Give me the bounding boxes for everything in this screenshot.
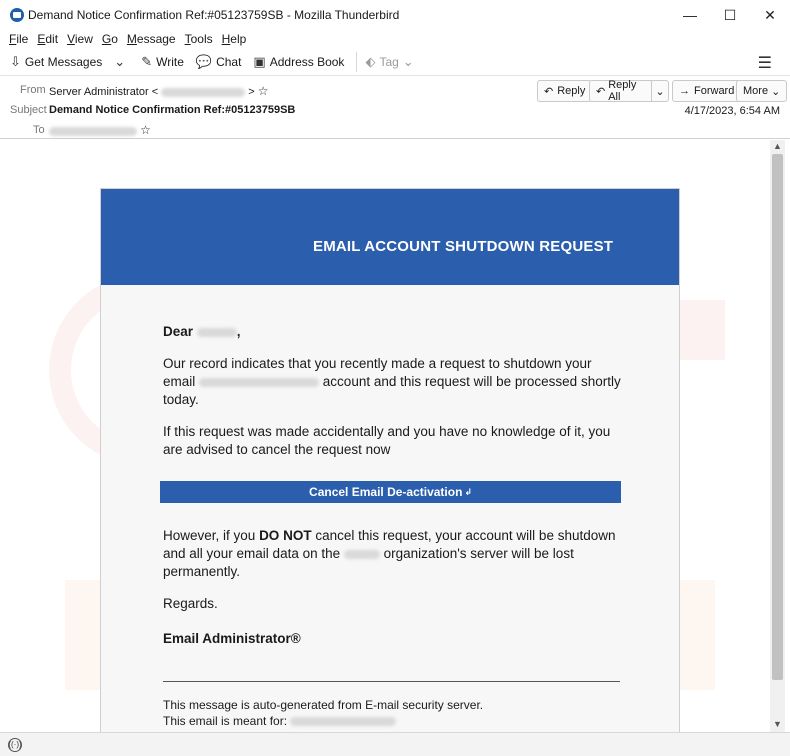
reply-all-icon: ↶ bbox=[596, 85, 606, 98]
redacted-footer-email bbox=[290, 717, 396, 726]
get-messages-label: Get Messages bbox=[24, 54, 103, 69]
address-book-button[interactable] bbox=[253, 54, 344, 70]
forward-label: Forward bbox=[694, 85, 735, 97]
greeting-word: Dear bbox=[163, 324, 194, 339]
greeting-comma: , bbox=[236, 324, 241, 339]
regards: Regards. bbox=[163, 596, 218, 611]
online-status-icon[interactable]: ((·)) bbox=[8, 738, 22, 752]
menu-file[interactable]: File bbox=[9, 32, 29, 46]
scrollbar-thumb[interactable] bbox=[772, 154, 783, 680]
subject-value: Demand Notice Confirmation Ref:#05123759SB bbox=[49, 104, 296, 116]
redacted-email bbox=[199, 378, 319, 387]
tag-icon: ⬖ bbox=[365, 53, 376, 69]
footer-line-2-text: This email is meant for: bbox=[163, 714, 288, 728]
reply-icon: ↶ bbox=[544, 85, 554, 98]
status-bar bbox=[0, 732, 790, 756]
message-body[interactable] bbox=[5, 140, 770, 732]
tag-label: Tag bbox=[379, 54, 399, 69]
app-menu-icon[interactable]: ☰ bbox=[757, 55, 772, 72]
menu-view[interactable]: View bbox=[67, 32, 93, 46]
cancel-deactivation-label: Cancel Email De-activation bbox=[309, 485, 463, 499]
thunderbird-logo-icon bbox=[10, 8, 24, 22]
chat-button[interactable] bbox=[196, 54, 242, 70]
star-icon[interactable]: ☆ bbox=[140, 123, 151, 137]
more-label: More bbox=[743, 85, 769, 97]
chevron-down-icon: ⌄ bbox=[771, 85, 781, 98]
chevron-down-icon: ⌄ bbox=[655, 85, 665, 98]
chevron-down-icon: ⌄ bbox=[114, 53, 126, 69]
footer-divider bbox=[163, 681, 620, 682]
footer-line-2 bbox=[163, 713, 396, 729]
from-value[interactable] bbox=[49, 84, 269, 98]
return-icon: ↲ bbox=[464, 486, 472, 497]
email-banner bbox=[101, 189, 679, 285]
redacted-organization bbox=[344, 550, 380, 559]
window-title: Demand Notice Confirmation Ref:#05123759SB - Mozilla Thunderbird bbox=[28, 8, 400, 22]
to-label: To bbox=[33, 124, 45, 136]
paragraph-3-start: However, if you bbox=[163, 528, 256, 543]
scroll-up-icon[interactable]: ▲ bbox=[773, 141, 782, 151]
write-label: Write bbox=[156, 54, 184, 69]
reply-all-button[interactable] bbox=[589, 80, 652, 102]
paragraph-1-end: account and this request will be processed shortly today. bbox=[163, 374, 621, 407]
forward-icon: → bbox=[679, 85, 690, 97]
forward-button[interactable] bbox=[672, 80, 741, 102]
window-controls bbox=[670, 0, 790, 30]
banner-title: EMAIL ACCOUNT SHUTDOWN REQUEST bbox=[313, 238, 614, 255]
from-name: Server Administrator < bbox=[49, 86, 159, 98]
window-titlebar bbox=[0, 0, 790, 30]
reply-button[interactable] bbox=[537, 80, 592, 102]
subject-label: Subject bbox=[10, 104, 47, 116]
tag-button[interactable] bbox=[365, 54, 417, 70]
address-book-label: Address Book bbox=[269, 54, 345, 69]
write-button[interactable] bbox=[141, 54, 184, 70]
menu-go[interactable]: Go bbox=[101, 32, 118, 46]
message-date: 4/17/2023, 6:54 AM bbox=[684, 105, 780, 117]
message-header bbox=[0, 77, 790, 139]
cancel-deactivation-button[interactable] bbox=[160, 481, 621, 503]
footer-line-1: This message is auto-generated from E-mail security server. bbox=[163, 698, 484, 712]
pencil-icon: ✎ bbox=[141, 53, 153, 69]
from-close: > bbox=[248, 86, 255, 98]
redacted-to-address bbox=[49, 127, 137, 136]
from-label: From bbox=[20, 84, 46, 96]
menu-edit[interactable]: Edit bbox=[37, 32, 59, 46]
scroll-down-icon[interactable]: ▼ bbox=[773, 719, 782, 729]
menu-tools[interactable]: Tools bbox=[184, 32, 213, 46]
signature: Email Administrator® bbox=[163, 631, 301, 646]
reply-all-dropdown[interactable] bbox=[651, 80, 669, 102]
paragraph-2: If this request was made accidentally and you have no knowledge of it, you are advised to cancel the request now bbox=[163, 424, 611, 457]
menu-bar bbox=[0, 30, 790, 48]
download-icon: ⇩ bbox=[10, 53, 21, 69]
address-book-icon: ▣ bbox=[253, 53, 266, 69]
chevron-down-icon: ⌄ bbox=[402, 53, 414, 69]
paragraph-3-middle: cancel this request, your account will be shutdown and all your email data on the bbox=[163, 528, 616, 561]
email-card bbox=[100, 188, 680, 732]
chat-label: Chat bbox=[216, 54, 242, 69]
maximize-button[interactable]: ☐ bbox=[723, 6, 737, 23]
to-value[interactable] bbox=[49, 123, 151, 137]
paragraph-1-start: Our record indicates that you recently made a request to shutdown your email bbox=[163, 356, 592, 389]
redacted-from-address bbox=[161, 88, 245, 97]
redacted-recipient-name bbox=[197, 328, 237, 337]
reply-all-label: Reply All bbox=[608, 79, 637, 103]
paragraph-3-end: organization's server will be lost permanently. bbox=[163, 546, 574, 579]
chat-icon: 💬 bbox=[195, 53, 213, 69]
greeting bbox=[163, 323, 623, 341]
get-messages-button[interactable] bbox=[10, 54, 102, 70]
get-messages-dropdown[interactable] bbox=[114, 54, 129, 70]
close-button[interactable]: ✕ bbox=[764, 6, 776, 23]
paragraph-3 bbox=[163, 527, 623, 581]
minimize-button[interactable]: — bbox=[683, 7, 697, 23]
more-button[interactable] bbox=[736, 80, 787, 102]
reply-label: Reply bbox=[557, 85, 586, 97]
toolbar-separator bbox=[356, 52, 357, 72]
paragraph-1 bbox=[163, 355, 623, 409]
star-icon[interactable]: ☆ bbox=[257, 84, 269, 98]
paragraph-3-emphasis: DO NOT bbox=[259, 528, 312, 543]
main-toolbar bbox=[0, 48, 790, 76]
menu-help[interactable]: Help bbox=[221, 32, 247, 46]
menu-message[interactable]: Message bbox=[126, 32, 176, 46]
